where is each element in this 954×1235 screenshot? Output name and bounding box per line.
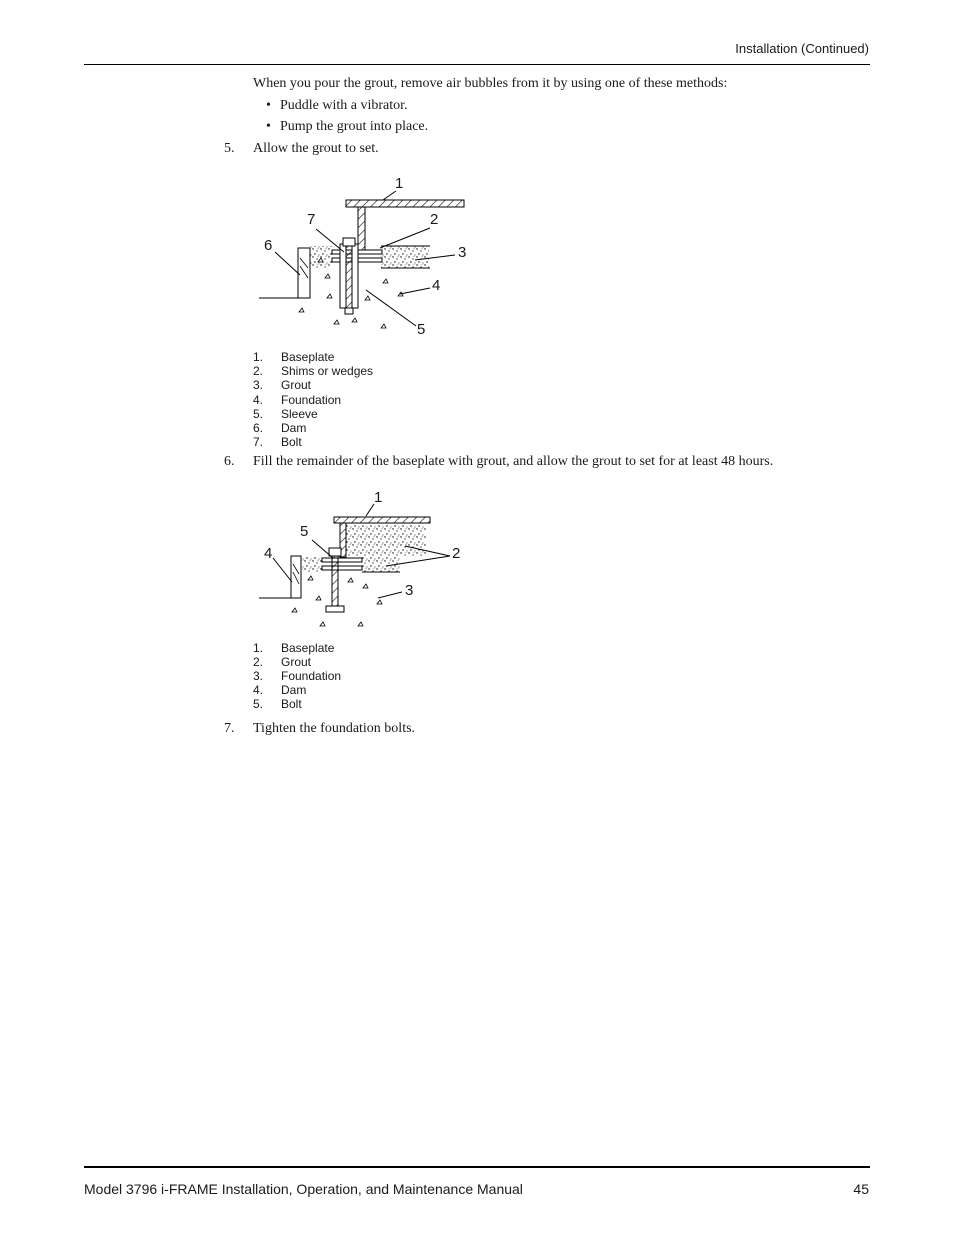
callout-5: 5	[417, 321, 426, 338]
step-number: 6.	[224, 454, 235, 469]
step-number: 7.	[224, 721, 235, 736]
callout-2: 2	[452, 545, 461, 562]
bullet-item: Puddle with a vibrator.	[280, 98, 408, 113]
callout-5: 5	[300, 523, 309, 540]
step-number: 5.	[224, 141, 235, 156]
bullet-item: Pump the grout into place.	[280, 119, 429, 134]
bullet-marker: •	[266, 119, 271, 134]
step-text: Tighten the foundation bolts.	[253, 721, 416, 736]
callout-6: 6	[264, 237, 273, 254]
footer-rule	[84, 1166, 870, 1168]
callout-3: 3	[458, 244, 467, 261]
callout-2: 2	[430, 211, 439, 228]
callout-4: 4	[264, 545, 273, 562]
callout-1: 1	[395, 175, 404, 192]
callout-4: 4	[432, 277, 441, 294]
bullet-marker: •	[266, 98, 271, 113]
footer-title: Model 3796 i-FRAME Installation, Operation, and Maintenance Manual	[84, 1181, 523, 1197]
page-number: 45	[853, 1181, 869, 1197]
running-header: Installation (Continued)	[735, 41, 869, 56]
callout-3: 3	[405, 582, 414, 599]
intro-paragraph: When you pour the grout, remove air bubbles from it by using one of these methods:	[253, 76, 728, 91]
callout-7: 7	[307, 211, 316, 228]
figure-2-drawing	[259, 504, 450, 626]
step-text: Allow the grout to set.	[253, 141, 379, 156]
callout-1: 1	[374, 489, 383, 506]
step-text: Fill the remainder of the baseplate with grout, and allow the grout to set for at least 48 hours.	[253, 454, 774, 469]
